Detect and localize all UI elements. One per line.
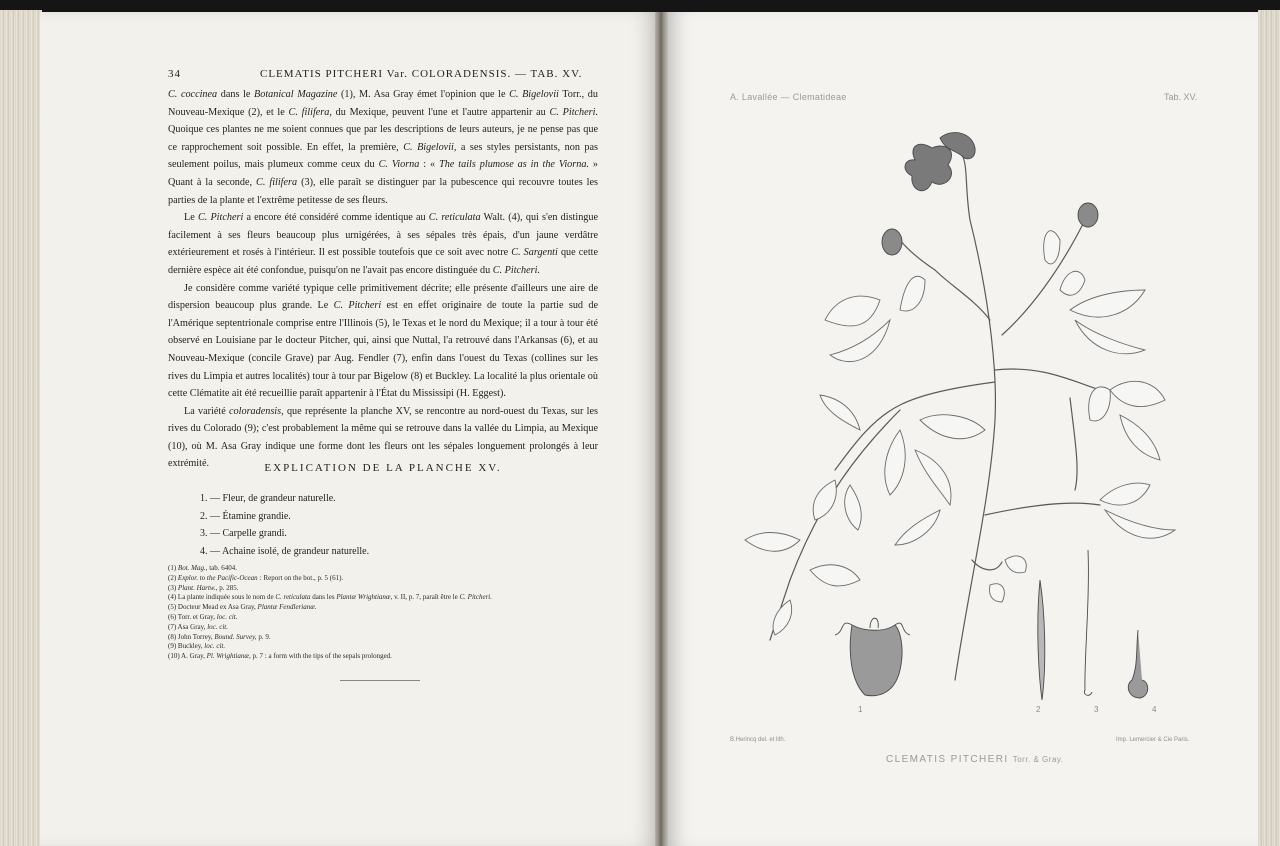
leaf	[1089, 387, 1111, 421]
explanation-item: 2. — Étamine grandie.	[200, 510, 291, 522]
end-rule	[340, 680, 420, 681]
leaf	[1105, 510, 1175, 538]
leaf	[845, 485, 862, 530]
leaf	[745, 533, 800, 552]
book-gutter	[655, 12, 669, 846]
figure-number: 2	[1036, 705, 1041, 714]
leaf	[895, 510, 940, 545]
footnote: (7) Asa Gray, loc. cit.	[168, 622, 229, 631]
caption-authority: Torr. & Gray.	[1012, 755, 1064, 764]
footnotes	[168, 564, 598, 662]
leaf	[915, 450, 951, 505]
botanical-illustration	[740, 120, 1200, 720]
body-text	[168, 86, 598, 473]
viewer-top-bar	[0, 0, 1280, 12]
leaf	[990, 584, 1005, 602]
explanation-list	[200, 490, 500, 560]
leaf	[825, 296, 880, 326]
leaf	[820, 395, 860, 430]
leaf	[885, 430, 905, 495]
seed-head	[882, 229, 902, 255]
footnote: (6) Torr. et Gray, loc. cit.	[168, 612, 238, 621]
paragraph: La variété coloradensis, que représente la planche XV, se rencontre au nord-ouest du Texas, sur les rives du Colorado (9); c'est probablement la même qui se retrouve dans la vallée du Limpia, au Mexique (10), où M. Asa Gray indique une forme dont les fleurs ont les sépales longuement prolongés à leur extrémité.	[168, 405, 598, 470]
explanation-title: EXPLICATION DE LA PLANCHE XV.	[264, 462, 502, 474]
footnote: (5) Docteur Mead ex Asa Gray, Plantæ Fendlerianæ.	[168, 603, 317, 612]
paragraph: C. coccinea dans le Botanical Magazine (1), M. Asa Gray émet l'opinion que le C. Bigelovii Torr., du Nouveau-Mexique (2), et le C. filifera, du Mexique, peuvent l'une et l'autre appartenir au C. Pitcheri. Quoique ces plantes ne me soient connues que par les descriptions de leurs auteurs, je ne pense pas que ce rapprochement soit possible. En effet, la première, C. Bigelovii, a ses styles persistants, non pas seulement poilus, mais plumeux comme ceux du C. Viorna : « The tails plumose as in the Viorna. » Quant à la seconde, C. filifera (3), elle paraît se distinguer par la pubescence qui recouvre toutes les parties de la plante et l'extrême petitesse de ses fleurs.	[168, 89, 599, 206]
branch-stem	[995, 369, 1100, 390]
running-title: CLEMATIS PITCHERI Var. COLORADENSIS. — TAB. XV.	[260, 68, 583, 80]
leaf	[1070, 290, 1145, 317]
carpel-detail	[1084, 550, 1092, 695]
printer-credit: Imp. Lemercier & Cie Paris.	[1116, 737, 1190, 743]
explanation-item: 3. — Carpelle grandi.	[200, 528, 287, 539]
caption-species: CLEMATIS PITCHERI	[886, 754, 1009, 765]
seed-head	[1078, 203, 1098, 227]
leaf	[1044, 231, 1060, 264]
leaf	[900, 276, 925, 311]
plate-header-right: Tab. XV.	[1164, 92, 1198, 102]
tendril	[972, 560, 1002, 570]
stamen-detail	[1038, 580, 1045, 700]
book-page-edges-left	[0, 10, 42, 846]
paragraph: Le C. Pitcheri a encore été considéré comme identique au C. reticulata Walt. (4), qui s'en distingue facilement à ses fleurs beaucoup plus urnigérées, à ses sépales très épais, d'un jaune verdâtre extérieurement et rosés à l'intérieur. Il est possible toutefois que ce soit avec notre C. Sargenti que cette dernière espèce ait été confondue, puisqu'on ne l'avait pas encore distinguée du C. Pitcheri.	[168, 212, 599, 276]
leaf	[773, 600, 791, 635]
figure-number: 1	[858, 705, 863, 714]
branch-stem	[1070, 398, 1077, 490]
footnote: (4) La plante indiquée sous le nom de C. reticulata dans les Plantæ Wrightianæ, v. II, p. 7, paraît être le C. Pitcheri.	[168, 593, 492, 602]
book-page-edges-right	[1258, 10, 1280, 846]
footnote: (8) John Torrey, Bound. Survey, p. 9.	[168, 632, 271, 641]
leaf	[810, 565, 860, 586]
figure-number: 3	[1094, 705, 1099, 714]
artist-credit: B.Herincq del. et lith.	[730, 737, 786, 743]
plate-caption	[886, 754, 1064, 765]
explanation-item: 4. — Achaine isolé, de grandeur naturelle.	[200, 545, 370, 557]
flower-detail	[850, 625, 902, 696]
paragraph: Je considère comme variété typique celle primitivement décrite; elle présente d'ailleurs une aire de dispersion beaucoup plus grande. Le C. Pitcheri est en effet originaire de toute la partie sud de l'Amérique septentrionale comprise entre l'Illinois (5), le Texas et le nord du Mexique; il a tour à tour été observé en Louisiane par le docteur Pitcher, qui, ainsi que Nuttal, l'a retrouvé dans l'Arkansas (6), et au Nouveau-Mexique (concile Grave) par Aug. Fendler (7), enfin dans l'ouest du Texas (collines sur les rives du Limpia et autres localités) tour à tour par Bigelow (8) et Buckley. La localité la plus orientale où cette Clématite ait été recueillie paraît appartenir à l'État du Mississipi (H. Eggest).	[168, 282, 598, 400]
leaf	[813, 480, 836, 520]
leaf	[1120, 415, 1160, 460]
leaf	[830, 320, 890, 362]
open-flower	[905, 144, 952, 191]
footnote: (10) A. Gray, Pl. Wrightianæ, p. 7 : a form with the tips of the sepals prolonged.	[168, 652, 392, 661]
leaf	[1110, 381, 1165, 406]
footnote: (2) Explor. to the Pacific-Ocean : Report on the bot., p. 5 (61).	[168, 573, 344, 582]
leaf	[920, 415, 985, 439]
plate-header-left: A. Lavallée — Clematideae	[730, 92, 847, 102]
figure-number: 4	[1152, 705, 1157, 714]
achene-detail	[1128, 630, 1147, 698]
page-number: 34	[168, 68, 181, 80]
leaf	[1005, 556, 1026, 573]
leaf	[1060, 271, 1085, 295]
explanation-item: 1. — Fleur, de grandeur naturelle.	[200, 493, 336, 504]
branch-stem	[985, 503, 1100, 515]
footnote: (1) Bot. Mag., tab. 6404.	[168, 564, 238, 572]
footnote: (3) Plant. Hartw., p. 285.	[168, 583, 239, 592]
leaf	[1100, 483, 1150, 505]
leaf	[1075, 320, 1145, 354]
footnote: (9) Buckley, loc. cit.	[168, 642, 226, 651]
